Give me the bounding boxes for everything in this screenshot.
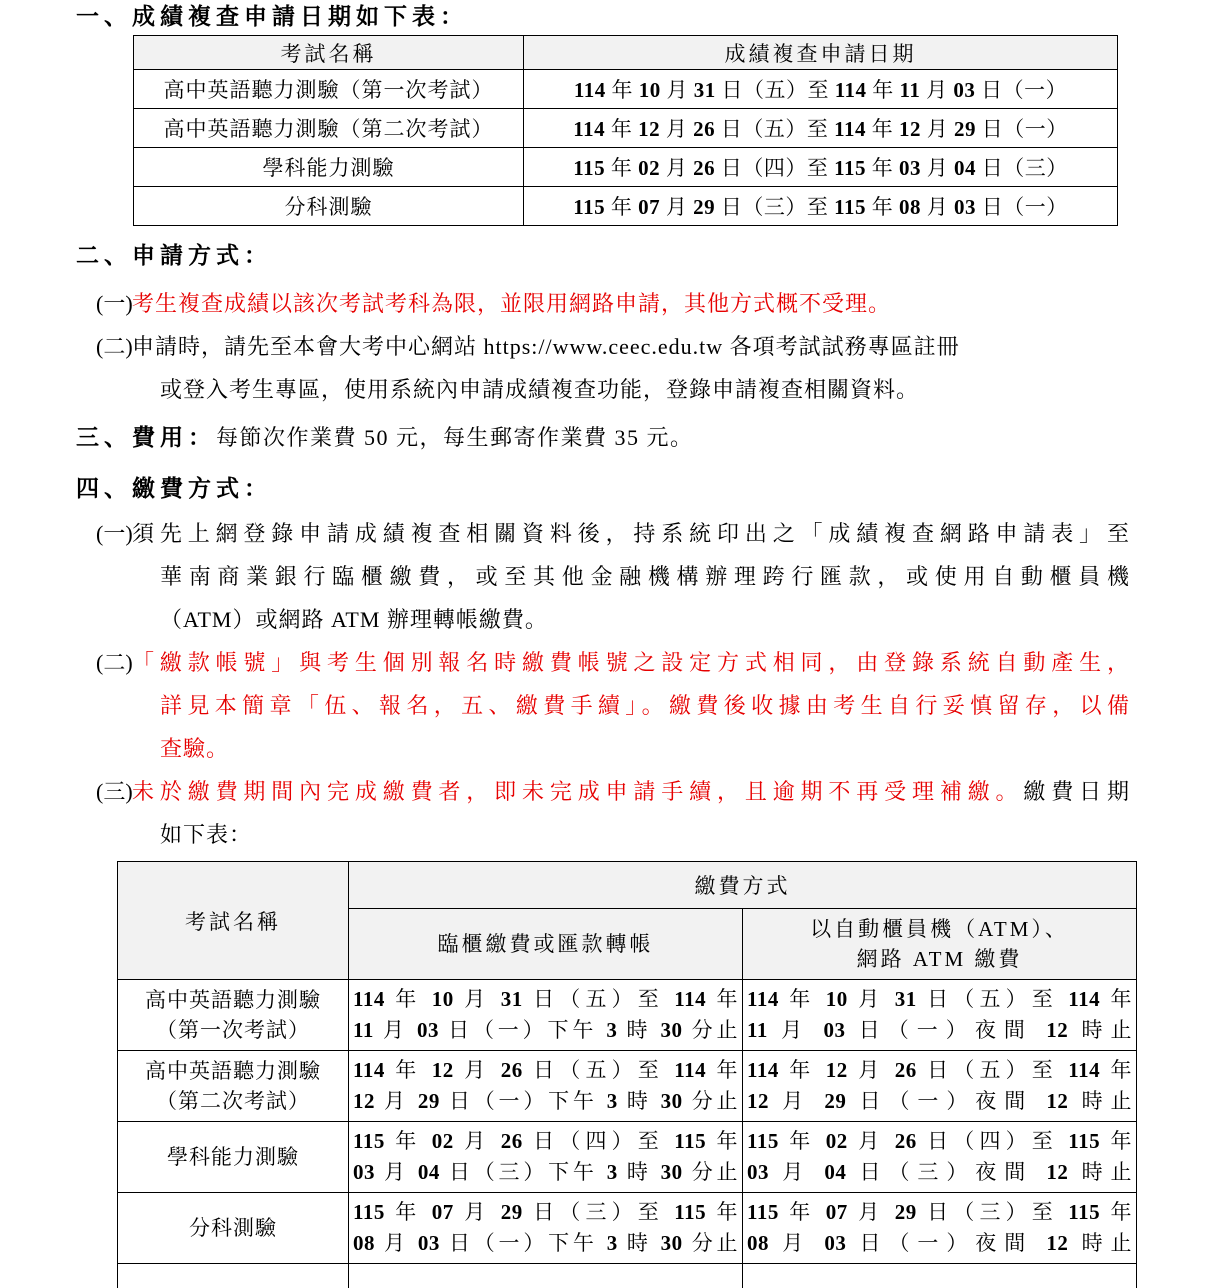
deadline-warning-text: 未於繳費期間內完成繳費者，即未完成申請手續，且逾期不再受理補繳。 xyxy=(132,779,1023,804)
exam-name-cell: 分科測驗 xyxy=(118,1193,349,1264)
exam-name-header: 考試名稱 xyxy=(118,862,349,980)
counter-payment-header: 臨櫃繳費或匯款轉帳 xyxy=(349,909,743,980)
list-item-line: 須先上網登錄申請成績複查相關資料後，持系統印出之「成績複查網路申請表」至 xyxy=(132,512,1130,555)
list-marker: (二) xyxy=(96,641,132,770)
exam-name-cell: 分科測驗 xyxy=(134,187,524,226)
exam-name-header: 考試名稱 xyxy=(134,36,524,70)
fee-text: 每節次作業費 50 元，每生郵寄作業費 35 元。 xyxy=(216,425,694,450)
list-item-line: 申請時，請先至本會大考中心網站 https://www.ceec.edu.tw 各項考試試務專區註冊 xyxy=(132,334,960,359)
exam-name-cell xyxy=(118,1051,349,1122)
review-date-cell: 115 年 02 月 26 日（四）至 115 年 03 月 04 日（三） xyxy=(524,148,1118,187)
table-row xyxy=(134,109,1118,148)
date-line: 03 月 04 日（三）下午 3 時 30 分止 xyxy=(353,1157,738,1188)
list-item-line: 「繳款帳號」與考生個別報名時繳費帳號之設定方式相同，由登錄系統自動產生， xyxy=(132,641,1130,684)
list-item-line: 如下表： xyxy=(132,813,1130,856)
date-line: 114 年 12 月 26 日（五）至 114 年 xyxy=(353,1055,738,1086)
list-item-line: 查驗。 xyxy=(132,727,1130,770)
table-row xyxy=(134,187,1118,226)
date-line: 115 年 07 月 29 日（三）至 115 年 xyxy=(747,1197,1132,1228)
list-item-line xyxy=(132,770,1130,813)
atm-payment-cell xyxy=(743,980,1137,1051)
table-row xyxy=(118,1122,1137,1193)
review-date-cell: 114 年 12 月 26 日（五）至 114 年 12 月 29 日（一） xyxy=(524,109,1118,148)
list-item-line: （ATM）或網路 ATM 辦理轉帳繳費。 xyxy=(132,598,1130,641)
list-item-text: 考生複查成績以該次考試考科為限，並限用網路申請，其他方式概不受理。 xyxy=(132,282,1130,325)
exam-name-line: 高中英語聽力測驗 xyxy=(119,985,347,1015)
review-date-header: 成績複查申請日期 xyxy=(524,36,1118,70)
date-line: 114 年 10 月 31 日（五）至 114 年 xyxy=(747,984,1132,1015)
exam-name-cell: 高中英語聽力測驗（第二次考試） xyxy=(134,109,524,148)
payment-dates-table xyxy=(117,861,1137,1288)
date-line: 03 月 04 日（三）夜間 12 時止 xyxy=(747,1157,1132,1188)
atm-header-line: 以自動櫃員機（ATM）、 xyxy=(744,914,1135,944)
counter-payment-cell xyxy=(349,1051,743,1122)
atm-payment-cell xyxy=(743,1051,1137,1122)
date-line: 11 月 03 日（一）下午 3 時 30 分止 xyxy=(353,1015,738,1046)
section-1-heading: 一、成績複查申請日期如下表： xyxy=(76,3,1216,31)
review-date-cell: 114 年 10 月 31 日（五）至 114 年 11 月 03 日（一） xyxy=(524,70,1118,109)
application-rule-item-2 xyxy=(96,325,1130,411)
section-3-heading xyxy=(76,423,1216,453)
counter-payment-cell xyxy=(349,980,743,1051)
list-item-text: 繳費日期 xyxy=(1023,779,1130,804)
list-item-line: 詳見本簡章「伍、報名，五、繳費手續」。繳費後收據由考生自行妥慎留存，以備 xyxy=(132,684,1130,727)
list-marker: (二) xyxy=(96,325,132,411)
table-row xyxy=(118,1193,1137,1264)
atm-header-line: 網路 ATM 繳費 xyxy=(744,944,1135,974)
review-date-cell: 115 年 07 月 29 日（三）至 115 年 08 月 03 日（一） xyxy=(524,187,1118,226)
table-row xyxy=(118,1051,1137,1122)
payment-method-group-header: 繳費方式 xyxy=(349,862,1137,909)
counter-payment-cell xyxy=(349,1122,743,1193)
list-marker: (一) xyxy=(96,282,132,325)
exam-name-line: （第二次考試） xyxy=(119,1086,347,1116)
date-line: 114 年 10 月 31 日（五）至 114 年 xyxy=(353,984,738,1015)
exam-name-cell: 高中英語聽力測驗（第一次考試） xyxy=(134,70,524,109)
list-item-line: 或登入考生專區，使用系統內申請成績複查功能，登錄申請複查相關資料。 xyxy=(132,368,1130,411)
table-row xyxy=(118,980,1137,1051)
date-line: 08 月 03 日（一）夜間 12 時止 xyxy=(747,1228,1132,1259)
application-rule-item-1 xyxy=(96,282,1130,325)
date-line: 08 月 03 日（一）下午 3 時 30 分止 xyxy=(353,1228,738,1259)
date-line: 115 年 02 月 26 日（四）至 115 年 xyxy=(747,1126,1132,1157)
atm-payment-cell xyxy=(743,1193,1137,1264)
atm-payment-header xyxy=(743,909,1137,980)
exam-name-cell: 學科能力測驗 xyxy=(134,148,524,187)
atm-payment-cell xyxy=(743,1122,1137,1193)
date-line: 115 年 07 月 29 日（三）至 115 年 xyxy=(353,1197,738,1228)
date-line: 115 年 02 月 26 日（四）至 115 年 xyxy=(353,1126,738,1157)
review-dates-table xyxy=(133,35,1118,226)
table-header-row xyxy=(118,862,1137,909)
section-4-heading: 四、繳費方式： xyxy=(76,474,1216,504)
exam-name-cell: 學科能力測驗 xyxy=(118,1122,349,1193)
list-marker: (三) xyxy=(96,770,132,856)
fee-heading-label: 三、費用： xyxy=(76,425,216,450)
date-line: 114 年 12 月 26 日（五）至 114 年 xyxy=(747,1055,1132,1086)
list-item-line: 華南商業銀行臨櫃繳費，或至其他金融機構辦理跨行匯款，或使用自動櫃員機 xyxy=(132,555,1130,598)
payment-item-2 xyxy=(96,641,1130,770)
date-line: 12 月 29 日（一）夜間 12 時止 xyxy=(747,1086,1132,1117)
payment-item-1 xyxy=(96,512,1130,641)
date-line: 11 月 03 日（一）夜間 12 時止 xyxy=(747,1015,1132,1046)
section-2-heading: 二、申請方式： xyxy=(76,241,1216,271)
table-row xyxy=(134,70,1118,109)
table-header-row xyxy=(134,36,1118,70)
table-row-cutoff xyxy=(118,1264,1137,1288)
payment-item-3 xyxy=(96,770,1130,856)
exam-name-line: 高中英語聽力測驗 xyxy=(119,1056,347,1086)
table-row xyxy=(134,148,1118,187)
date-line: 12 月 29 日（一）下午 3 時 30 分止 xyxy=(353,1086,738,1117)
counter-payment-cell xyxy=(349,1193,743,1264)
exam-name-cell xyxy=(118,980,349,1051)
list-marker: (一) xyxy=(96,512,132,641)
exam-name-line: （第一次考試） xyxy=(119,1015,347,1045)
